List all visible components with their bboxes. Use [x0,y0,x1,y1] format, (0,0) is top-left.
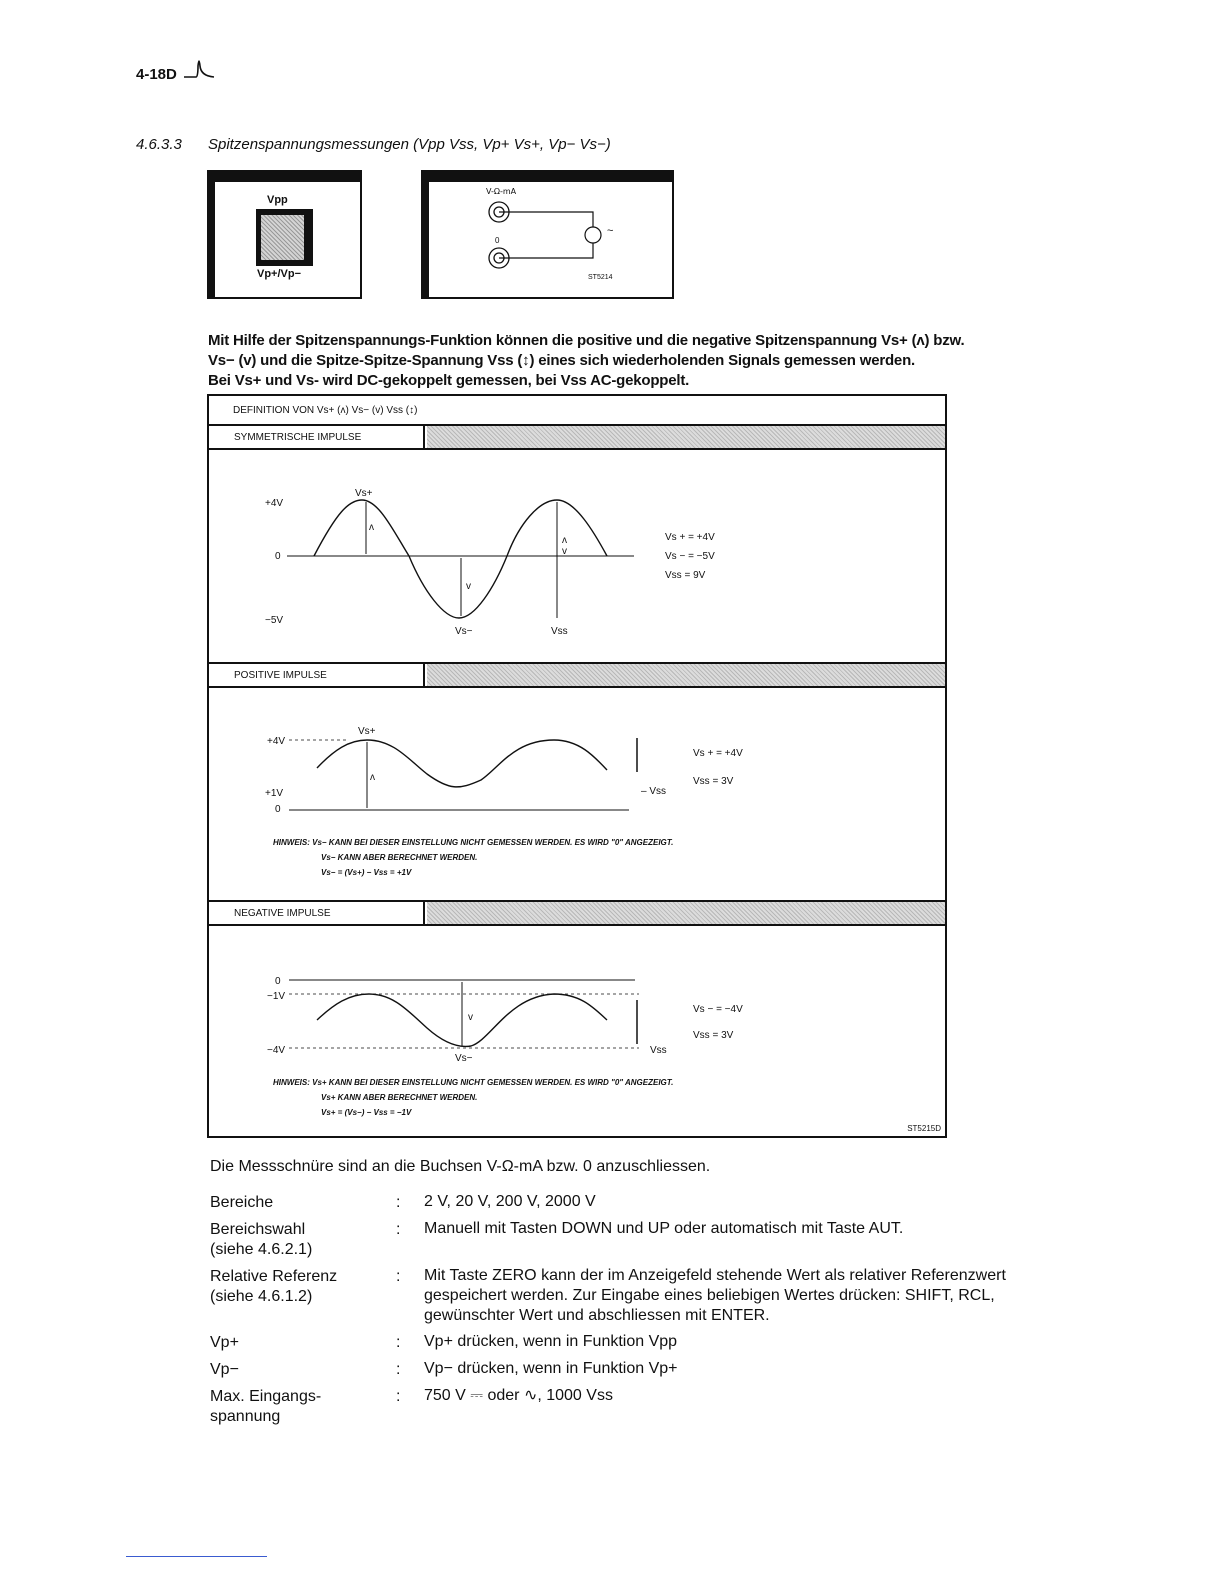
neg-down-mark: v [468,1012,473,1023]
spec-sub-max-input: spannung [210,1408,281,1425]
spec-colon: : [396,1388,401,1405]
pos-vsp-mark: Vs+ [358,726,376,737]
figure-id: ST5215D [907,1124,941,1133]
spec-value-vp-minus: Vp− drücken, wenn in Funktion Vp+ [424,1360,678,1377]
spec-value-ranges: 2 V, 20 V, 200 V, 2000 V [424,1193,596,1210]
neg-vsm-mark: Vs− [455,1053,473,1064]
sym-down-mark: v [466,581,471,592]
negative-label: NEGATIVE IMPULSE [209,902,425,924]
positive-waveform [209,690,945,830]
socket-figure-id: ST5214 [588,274,613,281]
neg-result-2: Vss = 3V [693,1030,734,1041]
intro-line-1: Mit Hilfe der Spitzenspannungs-Funktion können die positive und die negative Spitzenspannung Vs+ (ʌ) bzw. [208,332,965,349]
spec-colon: : [396,1361,401,1378]
spec-sub-relative-ref: (siehe 4.6.1.2) [210,1288,313,1305]
sym-vsm-mark: Vs− [455,626,473,637]
peak-definition-figure [207,394,947,1138]
ac-source-symbol: ~ [607,225,614,237]
positive-header [209,662,945,688]
sym-vsp-mark: Vs+ [355,488,373,499]
spec-colon: : [396,1334,401,1351]
intro-line-3: Bei Vs+ und Vs- wird DC-gekoppelt gemessen, bei Vss AC-gekoppelt. [208,372,690,389]
neg-y-label-bottom: −4V [267,1045,286,1056]
pos-y-label-bottom: 0 [275,804,281,815]
sym-result-3: Vss = 9V [665,570,706,581]
peak-logo-icon [182,54,216,80]
sym-vss-mark: Vss [551,626,568,637]
neg-y-label-top: 0 [275,976,281,987]
negative-header [209,900,945,926]
negative-shade [427,902,945,924]
vpp-key-button [256,209,313,266]
socket-wiring-diagram [429,182,672,297]
positive-shade [427,664,945,686]
symmetric-waveform [209,452,945,662]
sym-both-mark: ʌ v [562,535,567,557]
neg-vss-mark: Vss [650,1045,667,1056]
spec-value-max-input: 750 V ⎓ oder ∿, 1000 Vss [424,1387,613,1404]
neg-note-line-2: Vs+ KANN ABER BERECHNET WERDEN. [321,1093,478,1102]
terminal-top-label: V-Ω-mA [486,187,517,196]
sym-up-mark: ʌ [369,522,374,533]
section-title: Spitzenspannungsmessungen (Vpp Vss, Vp+ Vs+, Vp− Vs−) [208,136,611,153]
spec-label-vp-plus: Vp+ [210,1334,239,1351]
figure-header: DEFINITION VON Vs+ (ʌ) Vs− (v) Vss (↕) [233,405,418,416]
positive-label: POSITIVE IMPULSE [209,664,425,686]
spec-label-vp-minus: Vp− [210,1361,239,1378]
spec-label-max-input: Max. Eingangs- [210,1388,322,1405]
intro-line-2: Vs− (v) und die Spitze-Spitze-Spannung Vss (↕) eines sich wiederholenden Signals gemessen werden. [208,352,916,369]
pos-vss-mark: – Vss [641,786,667,797]
spec-label-ranges: Bereiche [210,1194,274,1211]
spec-value-range-select: Manuell mit Tasten DOWN und UP oder automatisch mit Taste AUT. [424,1220,904,1237]
pos-note-line-2: Vs− KANN ABER BERECHNET WERDEN. [321,853,478,862]
page-number: 4-18D [136,66,177,83]
negative-waveform [209,928,945,1068]
symmetric-shade [427,426,945,448]
connect-text: Die Messschnüre sind an die Buchsen V-Ω-mA bzw. 0 anzuschliessen. [210,1158,711,1175]
pos-result-1: Vs + = +4V [693,748,743,759]
symmetric-header [209,424,945,450]
key-top-label: Vpp [267,194,288,206]
spec-label-range-select: Bereichswahl [210,1221,306,1238]
spec-value-vp-plus: Vp+ drücken, wenn in Funktion Vpp [424,1333,678,1350]
key-panel [207,170,362,299]
spec-colon: : [396,1221,401,1238]
section-number: 4.6.3.3 [136,136,182,153]
sym-result-1: Vs + = +4V [665,532,715,543]
pos-up-mark: ʌ [370,772,375,783]
spec-colon: : [396,1268,401,1285]
key-bottom-label: Vp+/Vp− [257,268,302,280]
neg-result-1: Vs − = −4V [693,1004,743,1015]
socket-panel [421,170,674,299]
pos-y-label-top: +4V [267,736,286,747]
symmetric-label: SYMMETRISCHE IMPULSE [209,426,425,448]
pos-result-2: Vss = 3V [693,776,734,787]
pos-y-label-mid: +1V [265,788,284,799]
sym-y-label-bottom: −5V [265,615,284,626]
pos-note-line-1: HINWEIS: Vs− KANN BEI DIESER EINSTELLUNG NICHT GEMESSEN WERDEN. ES WIRD "0" ANGEZEIGT. [273,838,674,847]
spec-value-relative-ref: Mit Taste ZERO kann der im Anzeigefeld stehende Wert als relativer Referenzwert gespeichert werden. Zur Eingabe eines beliebigen Wertes drücken: SHIFT, RCL, gewünschter Wert und abschliessen mit ENTER. [424,1267,1006,1324]
sym-y-label-top: +4V [265,498,284,509]
spec-colon: : [396,1194,401,1211]
neg-note-line-3: Vs+ = (Vs−) − Vss = −1V [321,1108,412,1117]
sym-y-label-mid: 0 [275,551,281,562]
neg-note-line-1: HINWEIS: Vs+ KANN BEI DIESER EINSTELLUNG NICHT GEMESSEN WERDEN. ES WIRD "0" ANGEZEIGT. [273,1078,674,1087]
pos-note-line-3: Vs− = (Vs+) − Vss = +1V [321,868,412,877]
spec-label-relative-ref: Relative Referenz [210,1268,338,1285]
footer-rule [126,1556,267,1557]
sym-result-2: Vs − = −5V [665,551,715,562]
neg-y-label-mid: −1V [267,991,286,1002]
terminal-bottom-label: 0 [495,236,500,245]
spec-sub-range-select: (siehe 4.6.2.1) [210,1241,313,1258]
